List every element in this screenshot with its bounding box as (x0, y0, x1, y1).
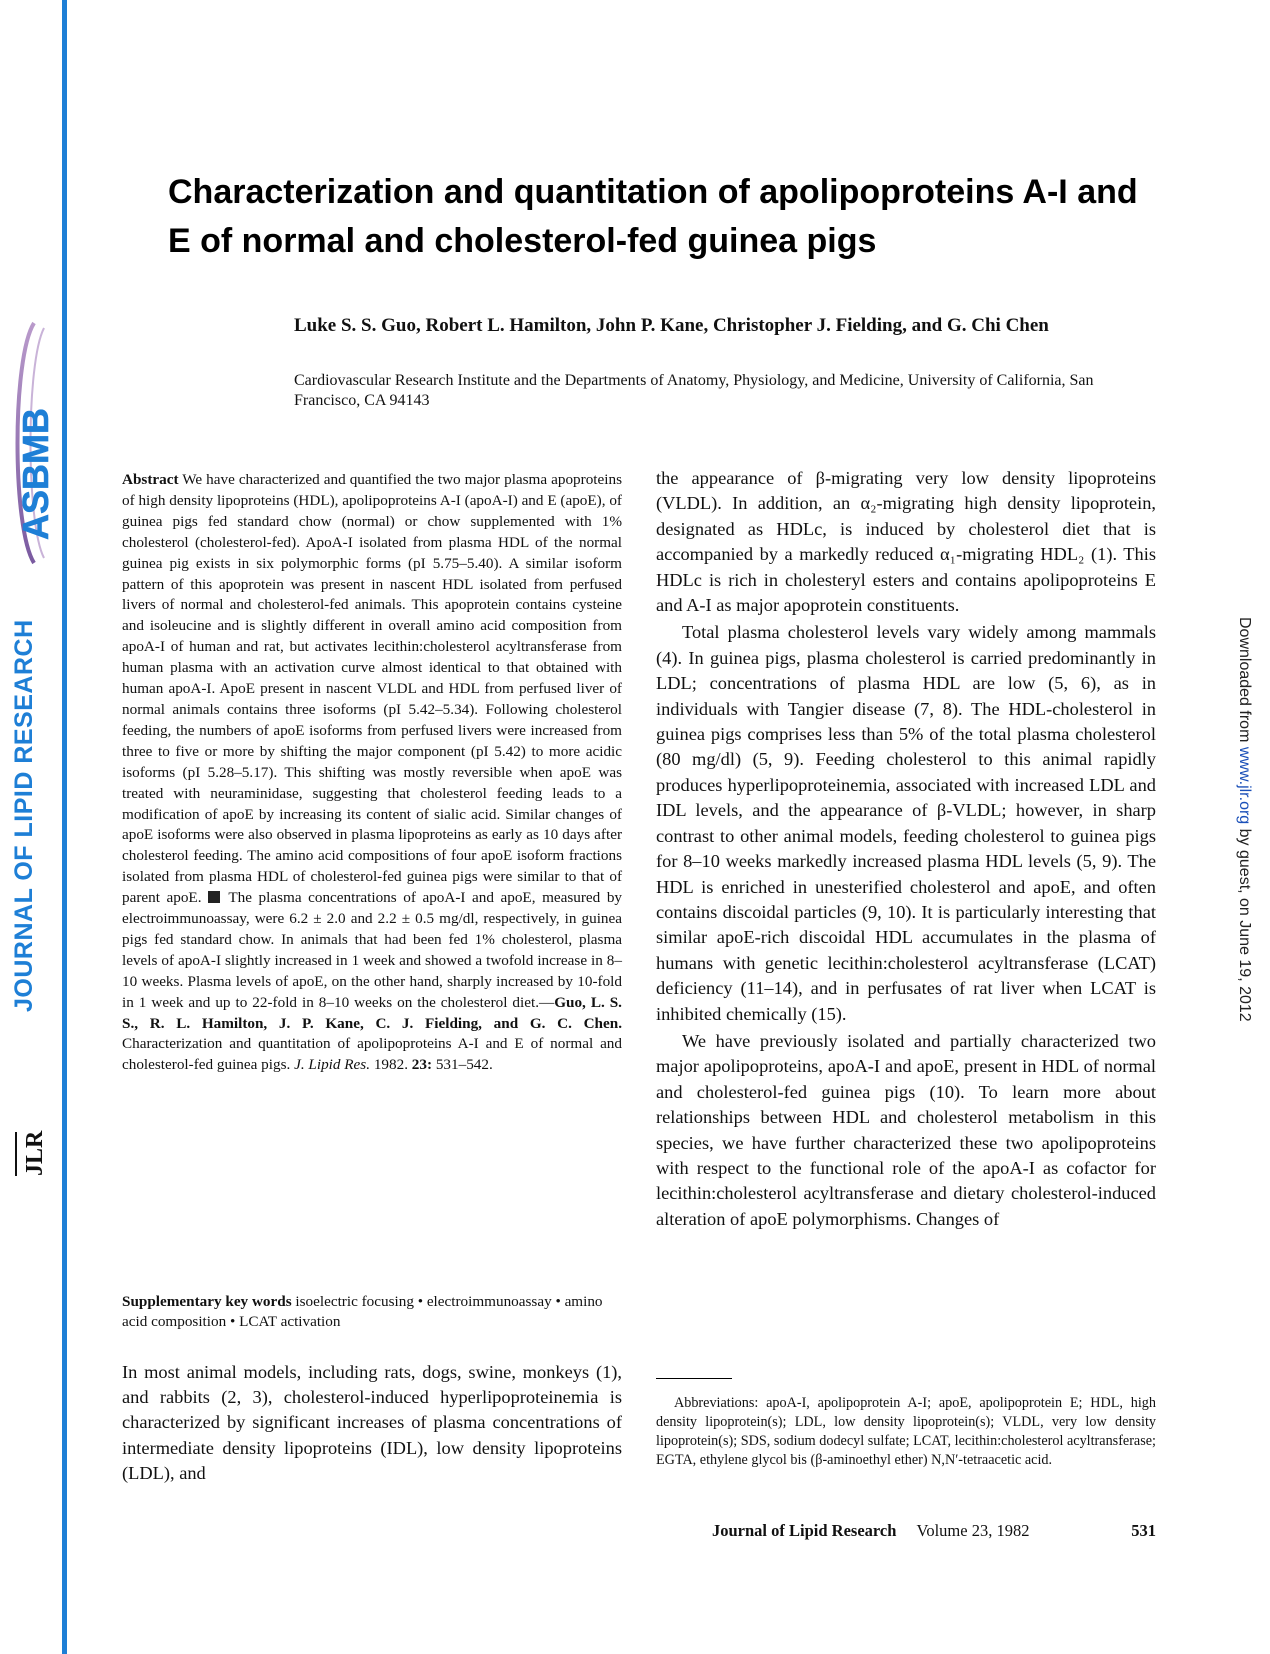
citation-title: Characterization and quantitation of apolipoproteins A-I and E of normal and cholesterol-fed guinea pigs. (122, 1035, 622, 1074)
asbmb-logo-text: ASBMB (15, 408, 56, 540)
article-title: Characterization and quantitation of apolipoproteins A-I and E of normal and cholesterol-fed guinea pigs (168, 173, 1138, 260)
abstract-text-part2: The plasma concentrations of apoA-I and apoE, measured by electroimmunoassay, were 6.2 ± 2.0 and 2.2 ± 0.5 mg/dl, respectively, in guinea pigs fed standard chow. In animals that had been fed 1% cholesterol, plasma levels of apoA-I slightly increased in 1 week and showed a twofold increase in 8–10 weeks. Plasma levels of apoE, on the other hand, sharply increased by 10-fold in 1 week and up to 22-fold in 8–10 weeks on the cholesterol diet.— (122, 889, 623, 1011)
abbreviations-footnote: Abbreviations: apoA-I, apolipoprotein A-I; apoE, apolipoprotein E; HDL, high density lipoprotein(s); LDL, low density lipoprotein(s); VLDL, very low density lipoprotein(s); SDS, sodium dodecyl sulfate; LCAT, lecithin:cholesterol acyltransferase; EGTA, ethylene glycol bis (β-aminoethyl ether) N,N′-tetraacetic acid. (656, 1395, 1156, 1468)
asbmb-logo (4, 318, 62, 568)
supplementary-keywords (122, 1292, 622, 1332)
journal-name-vertical: JOURNAL OF LIPID RESEARCH (10, 619, 38, 1012)
abstract-label: Abstract (122, 471, 179, 488)
introduction-paragraph-2: Total plasma cholesterol levels vary widely among mammals (4). In guinea pigs, plasma cholesterol is carried predominantly in LDL; concentrations of plasma HDL are low (5, 6), as in individuals with Tangier disease (7, 8). The HDL-cholesterol in guinea pigs comprises less than 5% of the total plasma cholesterol (80 mg/dl) (5, 9). Feeding cholesterol to this animal rapidly produces hyperlipoproteinemia, associated with increased LDL and IDL levels, and the appearance of β-VLDL; however, in sharp contrast to other animal models, feeding cholesterol to guinea pigs for 8–10 weeks markedly increased plasma HDL levels (5, 9). The HDL is enriched in unesterified cholesterol and apoE, and often contains discoidal particles (9, 10). It is particularly interesting that similar apoE-rich discoidal HDL accumulates in the plasma of humans with genetic lecithin:cholesterol acyltransferase (LCAT) deficiency (11–14), and in perfusates of rat liver when LCAT is inhibited chemically (15). (656, 622, 1156, 1024)
author-list: Luke S. S. Guo, Robert L. Hamilton, John P. Kane, Christopher J. Fielding, and G. Chi Chen (294, 315, 1049, 336)
download-prefix: Downloaded from (1236, 617, 1253, 747)
footer-volume: Volume 23, 1982 (916, 1521, 1030, 1540)
download-suffix: by guest, on June 19, 2012 (1236, 824, 1253, 1022)
introduction-paragraph-left: In most animal models, including rats, dogs, swine, monkeys (1), and rabbits (2, 3), cholesterol-induced hyperlipoproteinemia is characterized by significant increases of plasma concentrations of intermediate density lipoproteins (IDL), low density lipoproteins (LDL), and (122, 1362, 622, 1483)
abstract-text-part1: We have characterized and quantified the two major plasma apoproteins of high density lipoproteins (HDL), apolipoproteins A-I (apoA-I) and E (apoE), of guinea pigs fed standard chow (normal) or chow supplemented with 1% cholesterol (cholesterol-fed). ApoA-I isolated from plasma HDL of the normal guinea pig exists in six polymorphic forms (pI 5.75–5.40). A similar isoform pattern of this apoprotein was present in nascent HDL isolated from perfused livers of normal and cholesterol-fed animals. This apoprotein contains cysteine and isoleucine and is slightly different in overall amino acid composition from apoA-I of human and rat, but activates lecithin:cholesterol acyltransferase from human plasma with an activation curve almost identical to that obtained with human apoA-I. ApoE present in nascent VLDL and HDL from perfused liver of normal animals contains three isoforms (pI 5.42–5.34). Following cholesterol feeding, the numbers of apoE isoforms from perfused livers were increased from three to five or more by shifting the major component (pI 5.42) to more acidic isoforms (pI 5.28–5.17). This shifting was mostly reversible when apoE was treated with neuraminidase, suggesting that cholesterol feeding leads to a modification of apoE by increasing its content of sialic acid. Similar changes of apoE isoforms were also observed in plasma lipoproteins as early as 10 days after cholesterol feeding. The amino acid compositions of four apoE isoform fractions isolated from plasma HDL of cholesterol-fed guinea pigs were similar to that of parent apoE. (122, 471, 622, 907)
page-footer (712, 1521, 1156, 1541)
citation-pages: 531–542. (432, 1056, 493, 1074)
jlr-logo-text: JLR (22, 1130, 48, 1176)
download-link[interactable]: www.jlr.org (1236, 746, 1253, 825)
jlr-logo (12, 1130, 52, 1178)
footer-journal: Journal of Lipid Research (712, 1521, 897, 1540)
supplementary-material-icon (208, 891, 220, 903)
citation-authors: Guo, L. S. S., R. L. Hamilton, J. P. Kane, C. J. Fielding, and G. C. Chen. (122, 993, 622, 1032)
page-number: 531 (1131, 1521, 1156, 1540)
abstract (122, 470, 622, 1076)
download-note-vertical (1235, 617, 1253, 1022)
right-column-body (656, 466, 1156, 1232)
keywords-text: isoelectric focusing • electroimmunoassay • amino acid composition • LCAT activation (122, 1293, 603, 1330)
citation-volume: 23: (411, 1056, 433, 1074)
introduction-paragraph-1: the appearance of β-migrating very low density lipoproteins (VLDL). In addition, an α₂-migrating high density lipoprotein, designated as HDLc, is induced by cholesterol diet that is accompanied by a markedly reduced α₁-migrating HDL₂ (1). This HDLc is rich in cholesteryl esters and contains apolipoproteins E and A-I as major apoprotein constituents. (656, 468, 1156, 616)
footnote-divider (656, 1378, 732, 1379)
affiliation: Cardiovascular Research Institute and the Departments of Anatomy, Physiology, and Medicine, University of California, San Francisco, CA 94143 (294, 372, 1094, 409)
left-margin-rule (62, 0, 67, 1654)
citation-year: 1982. (370, 1056, 412, 1074)
introduction-paragraph-3: We have previously isolated and partially characterized two major apolipoproteins, apoA-I and apoE, present in HDL of normal and cholesterol-fed guinea pigs (10). To learn more about relationships between HDL and cholesterol metabolism in this species, we have further characterized these two apolipoproteins with respect to the functional role of the apoA-I as cofactor for lecithin:cholesterol acyltransferase and dietary cholesterol-induced alteration of apoE polymorphisms. Changes of (656, 1030, 1156, 1229)
citation-journal: J. Lipid Res. (294, 1056, 371, 1074)
keywords-label: Supplementary key words (122, 1293, 292, 1310)
